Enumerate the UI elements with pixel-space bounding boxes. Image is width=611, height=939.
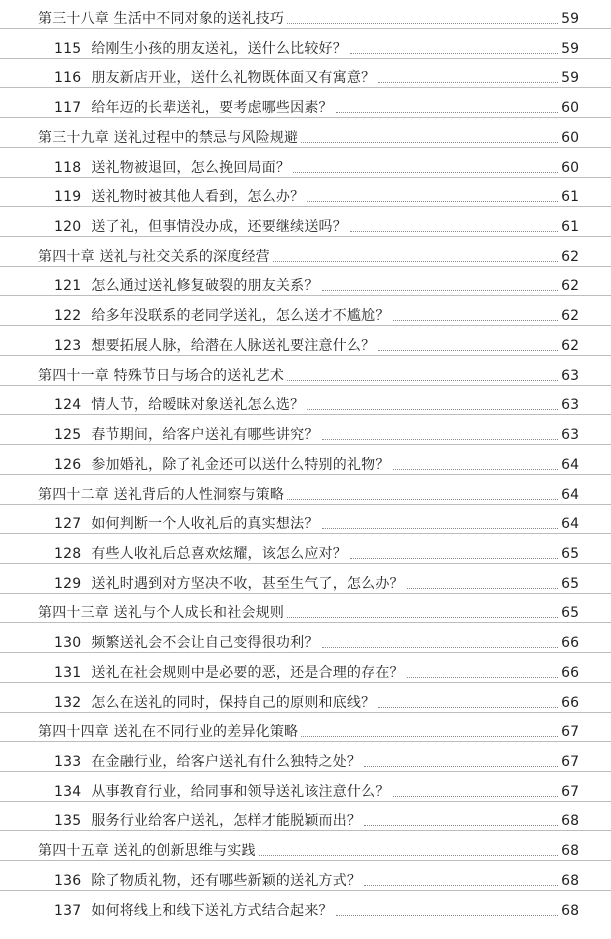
dot-leader — [393, 469, 558, 470]
section-label — [54, 812, 361, 830]
page-number: 63 — [561, 367, 579, 384]
page-number: 66 — [561, 694, 579, 711]
page-number: 65 — [561, 605, 579, 622]
section-number: 137 — [54, 902, 82, 919]
section-label — [54, 396, 304, 414]
dot-leader — [322, 647, 558, 648]
dot-leader — [350, 53, 558, 54]
chapter-title: 第三十八章 生活中不同对象的送礼技巧 — [38, 11, 285, 27]
toc-section-row[interactable] — [0, 773, 611, 802]
toc-section-row[interactable] — [0, 208, 611, 237]
section-title: 想要拓展人脉，给潜在人脉送礼要注意什么？ — [91, 337, 376, 354]
section-number: 129 — [54, 575, 82, 592]
section-title: 参加婚礼，除了礼金还可以送什么特别的礼物？ — [91, 456, 390, 473]
page-number: 64 — [561, 516, 579, 533]
page-number: 61 — [561, 189, 579, 206]
page-number: 59 — [561, 11, 579, 27]
page-number: 63 — [561, 427, 579, 444]
section-number: 122 — [54, 308, 82, 325]
toc-chapter-row[interactable] — [0, 119, 611, 148]
dot-leader — [393, 320, 558, 321]
page-number: 65 — [561, 545, 579, 562]
page-number: 62 — [561, 278, 579, 295]
toc-section-row[interactable] — [0, 149, 611, 178]
page-number: 60 — [561, 159, 579, 176]
dot-leader — [287, 380, 558, 381]
toc-section-row[interactable] — [0, 862, 611, 891]
toc-chapter-row[interactable] — [0, 357, 611, 386]
section-number: 128 — [54, 545, 82, 562]
page-number: 67 — [561, 783, 579, 800]
dot-leader — [301, 142, 558, 143]
toc-section-row[interactable] — [0, 892, 611, 920]
section-title: 朋友新店开业，送什么礼物既体面又有寓意？ — [91, 70, 376, 87]
section-title: 送了礼，但事情没办成，还要继续送吗？ — [91, 219, 347, 236]
dot-leader — [273, 261, 558, 262]
section-label — [54, 159, 290, 177]
dot-leader — [307, 201, 558, 202]
toc-chapter-row[interactable] — [0, 594, 611, 623]
section-label — [54, 277, 319, 295]
page-number: 59 — [561, 40, 579, 57]
section-number: 119 — [54, 189, 82, 206]
page-number: 60 — [561, 100, 579, 117]
section-title: 送礼时遇到对方坚决不收，甚至生气了，怎么办？ — [91, 575, 404, 592]
section-number: 131 — [54, 664, 82, 681]
section-number: 120 — [54, 219, 82, 236]
section-label — [54, 69, 375, 87]
section-title: 如何判断一个人收礼后的真实想法？ — [91, 516, 319, 533]
section-label — [54, 902, 333, 920]
section-title: 送礼物被退回，怎么挽回局面？ — [91, 159, 291, 176]
section-label — [54, 426, 319, 444]
dot-leader — [407, 588, 558, 589]
section-title: 送礼在社会规则中是必要的恶，还是合理的存在？ — [91, 664, 404, 681]
section-label — [54, 545, 347, 563]
dot-leader — [336, 915, 558, 916]
section-number: 123 — [54, 337, 82, 354]
section-number: 118 — [54, 159, 82, 176]
section-title: 有些人收礼后总喜欢炫耀，该怎么应对？ — [91, 545, 347, 562]
page-number: 67 — [561, 724, 579, 741]
page-number: 67 — [561, 754, 579, 770]
section-number: 136 — [54, 872, 82, 889]
dot-leader — [259, 855, 558, 856]
page-number: 66 — [561, 664, 579, 681]
chapter-title: 第四十二章 送礼背后的人性洞察与策略 — [38, 486, 285, 503]
section-title: 服务行业给客户送礼，怎样才能脱颖而出？ — [91, 813, 362, 830]
page-number: 68 — [561, 813, 579, 830]
toc-section-row[interactable] — [0, 267, 611, 296]
chapter-title: 第三十九章 送礼过程中的禁忌与风险规避 — [38, 129, 299, 146]
toc-section-row[interactable] — [0, 654, 611, 683]
page-number: 59 — [561, 70, 579, 87]
page-number: 68 — [561, 902, 579, 919]
section-number: 134 — [54, 783, 82, 800]
dot-leader — [378, 82, 558, 83]
dot-leader — [407, 677, 558, 678]
dot-leader — [322, 528, 558, 529]
page-number: 62 — [561, 337, 579, 354]
section-label — [54, 307, 390, 325]
dot-leader — [378, 707, 558, 708]
page-number: 61 — [561, 219, 579, 236]
toc-section-row[interactable] — [0, 89, 611, 118]
toc-section-row[interactable] — [0, 684, 611, 713]
chapter-title: 第四十五章 送礼的创新思维与实践 — [38, 843, 256, 860]
toc-section-row[interactable] — [0, 416, 611, 445]
section-title: 除了物质礼物，还有哪些新颖的送礼方式？ — [91, 872, 362, 889]
toc-chapter-row[interactable] — [0, 713, 611, 742]
toc-section-row[interactable] — [0, 505, 611, 534]
section-number: 126 — [54, 456, 82, 473]
toc-section-row[interactable] — [0, 565, 611, 594]
section-number: 127 — [54, 516, 82, 533]
section-title: 怎么在送礼的同时，保持自己的原则和底线？ — [91, 694, 376, 711]
page-number: 60 — [561, 129, 579, 146]
section-label — [54, 753, 361, 771]
section-label — [54, 664, 404, 682]
toc-chapter-row[interactable] — [0, 0, 611, 29]
dot-leader — [307, 409, 558, 410]
toc-section-row[interactable] — [0, 386, 611, 415]
section-number: 135 — [54, 813, 82, 830]
page-number: 66 — [561, 635, 579, 652]
chapter-title: 第四十四章 送礼在不同行业的差异化策略 — [38, 724, 299, 741]
dot-leader — [287, 23, 558, 24]
section-title: 送礼物时被其他人看到，怎么办？ — [91, 189, 305, 206]
dot-leader — [378, 350, 558, 351]
section-number: 121 — [54, 278, 82, 295]
section-title: 怎么通过送礼修复破裂的朋友关系？ — [91, 278, 319, 295]
toc-section-row[interactable] — [0, 535, 611, 564]
page-number: 68 — [561, 872, 579, 889]
section-title: 春节期间，给客户送礼有哪些讲究？ — [91, 427, 319, 444]
page-number: 64 — [561, 486, 579, 503]
section-label — [54, 337, 375, 355]
section-number: 115 — [54, 40, 82, 57]
dot-leader — [287, 617, 558, 618]
chapter-title: 第四十章 送礼与社交关系的深度经营 — [38, 248, 270, 265]
dot-leader — [350, 231, 558, 232]
dot-leader — [301, 736, 558, 737]
toc-section-row[interactable] — [0, 446, 611, 475]
section-number: 117 — [54, 100, 82, 117]
toc-section-row[interactable] — [0, 743, 611, 772]
section-label — [54, 456, 390, 474]
page-number: 68 — [561, 843, 579, 860]
section-number: 116 — [54, 70, 82, 87]
section-number: 132 — [54, 694, 82, 711]
section-label — [54, 872, 361, 890]
section-title: 频繁送礼会不会让自己变得很功利？ — [91, 635, 319, 652]
toc-chapter-row[interactable] — [0, 832, 611, 861]
section-label — [54, 575, 404, 593]
dot-leader — [364, 825, 558, 826]
chapter-title: 第四十一章 特殊节日与场合的送礼艺术 — [38, 367, 285, 384]
toc-section-row[interactable] — [0, 30, 611, 59]
toc-chapter-row[interactable] — [0, 238, 611, 267]
section-label — [54, 694, 375, 712]
toc-section-row[interactable] — [0, 59, 611, 88]
section-label — [54, 634, 319, 652]
section-label — [54, 99, 333, 117]
section-label — [54, 218, 347, 236]
section-title: 从事教育行业，给同事和领导送礼该注意什么？ — [91, 783, 390, 800]
section-number: 130 — [54, 635, 82, 652]
section-title: 如何将线上和线下送礼方式结合起来？ — [91, 902, 333, 919]
section-title: 给多年没联系的老同学送礼，怎么送才不尴尬？ — [91, 308, 390, 325]
chapter-title: 第四十三章 送礼与个人成长和社会规则 — [38, 605, 285, 622]
section-label — [54, 188, 304, 206]
toc-chapter-row[interactable] — [0, 476, 611, 505]
section-title: 情人节，给暧昧对象送礼怎么选？ — [91, 397, 305, 414]
toc-section-row[interactable] — [0, 624, 611, 653]
dot-leader — [364, 766, 558, 767]
section-label — [54, 783, 390, 801]
dot-leader — [350, 558, 558, 559]
section-title: 给刚生小孩的朋友送礼，送什么比较好？ — [91, 40, 347, 57]
toc-section-row[interactable] — [0, 178, 611, 207]
dot-leader — [287, 499, 558, 500]
section-label — [54, 40, 347, 58]
page-number: 65 — [561, 575, 579, 592]
dot-leader — [364, 885, 558, 886]
page-number: 62 — [561, 308, 579, 325]
toc-section-row[interactable] — [0, 802, 611, 831]
dot-leader — [322, 290, 558, 291]
section-label — [54, 515, 319, 533]
section-title: 给年迈的长辈送礼，要考虑哪些因素？ — [91, 100, 333, 117]
section-number: 124 — [54, 397, 82, 414]
section-number: 125 — [54, 427, 82, 444]
dot-leader — [293, 172, 558, 173]
toc-section-row[interactable] — [0, 327, 611, 356]
toc-section-row[interactable] — [0, 297, 611, 326]
dot-leader — [322, 439, 558, 440]
section-number: 133 — [54, 754, 82, 770]
dot-leader — [393, 796, 558, 797]
section-title: 在金融行业，给客户送礼有什么独特之处？ — [91, 754, 362, 770]
page-number: 64 — [561, 456, 579, 473]
dot-leader — [336, 112, 558, 113]
page-number: 62 — [561, 248, 579, 265]
page-number: 63 — [561, 397, 579, 414]
